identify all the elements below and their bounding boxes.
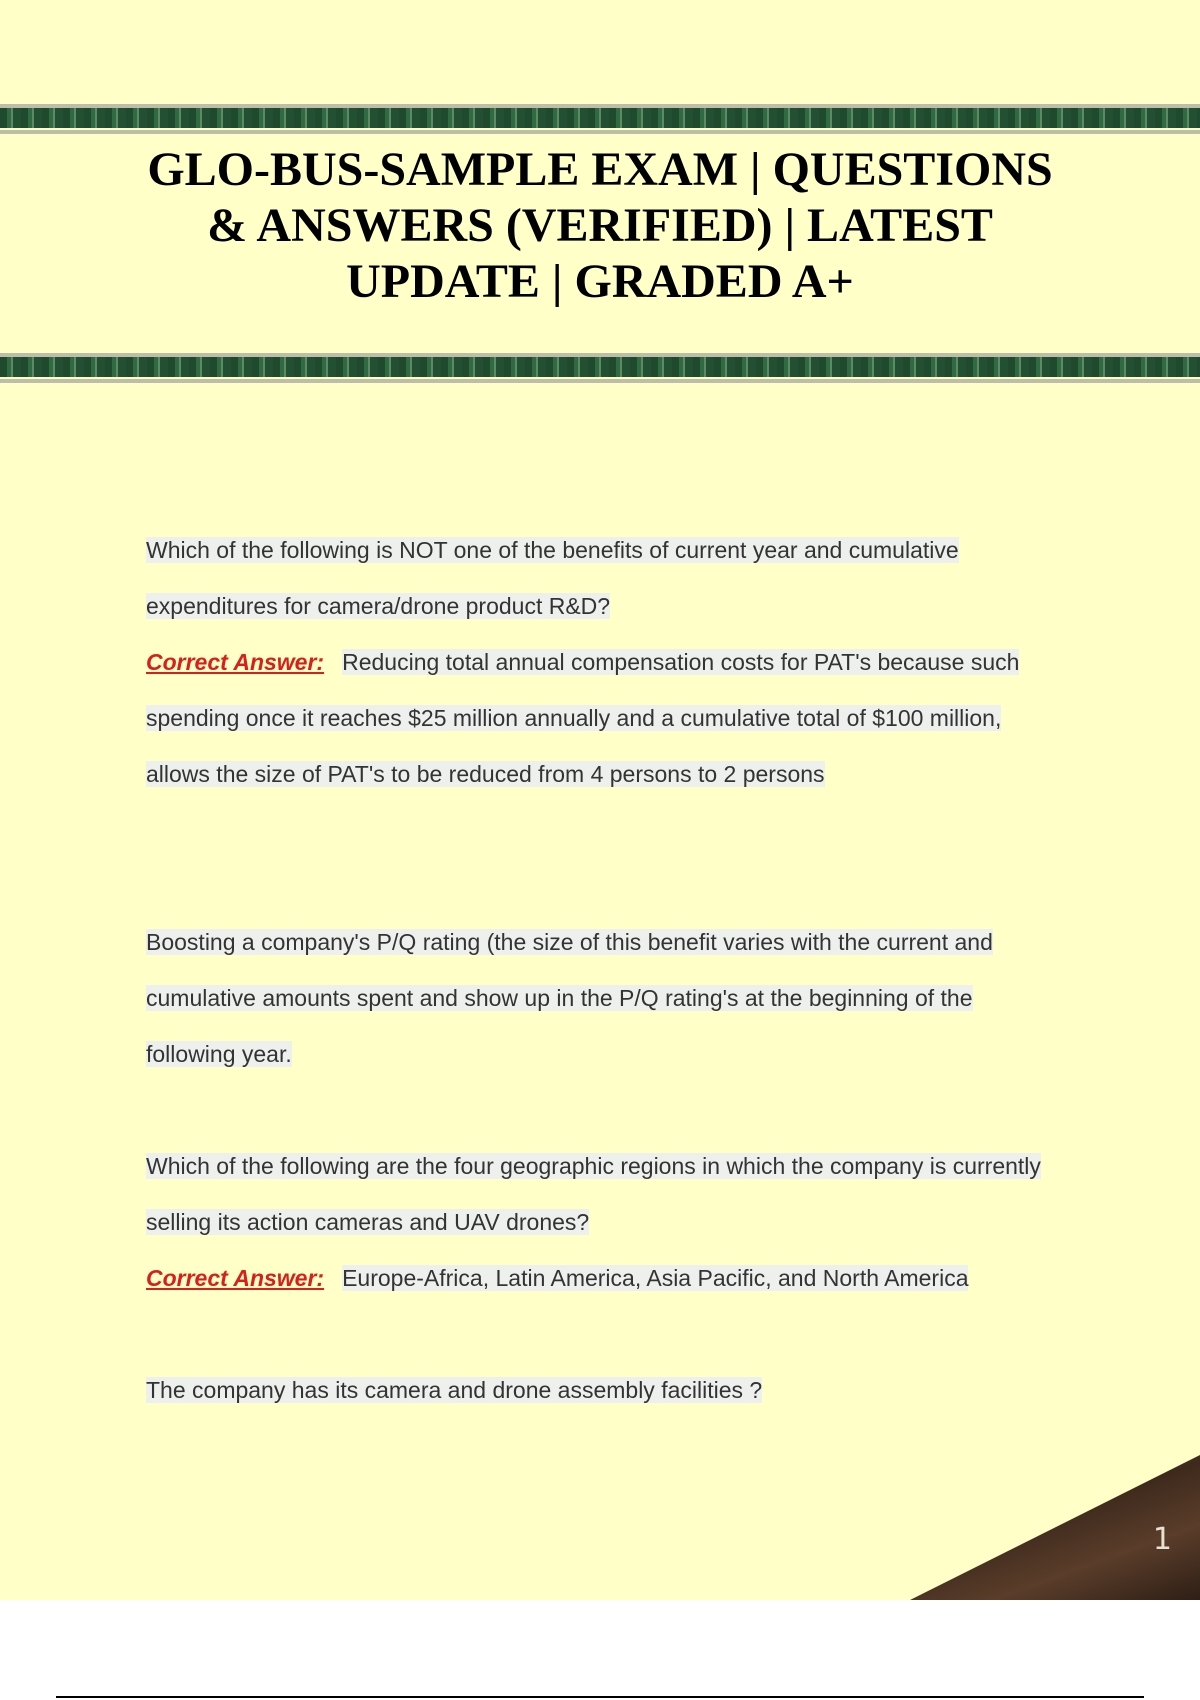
- question-line: expenditures for camera/drone product R&D?: [146, 593, 611, 619]
- answer-text: Reducing total annual compensation costs for PAT's because such: [342, 649, 1020, 675]
- answer-line: spending once it reaches $25 million annually and a cumulative total of $100 million,: [146, 705, 1002, 731]
- document-title: [100, 142, 1100, 310]
- question-line: Which of the following are the four geographic regions in which the company is currently: [146, 1153, 1041, 1179]
- header-rule-bottom: [0, 130, 1200, 134]
- question-line: selling its action cameras and UAV drones?: [146, 1209, 590, 1235]
- answer-text: Europe-Africa, Latin America, Asia Pacific, and North America: [342, 1265, 969, 1291]
- title-line: GLO-BUS-SAMPLE EXAM | QUESTIONS: [147, 143, 1053, 196]
- paragraph-line: Boosting a company's P/Q rating (the size of this benefit varies with the current and: [146, 929, 993, 955]
- answer-line: [146, 634, 1106, 690]
- title-line: & ANSWERS (VERIFIED) | LATEST: [207, 199, 993, 252]
- title-rule-bottom: [0, 379, 1200, 383]
- paragraph-line: following year.: [146, 1041, 292, 1067]
- correct-answer-label: Correct Answer:: [146, 649, 325, 675]
- document-body: [146, 522, 1106, 1418]
- title-decorative-band: [0, 357, 1200, 377]
- page-number: 1: [1152, 1522, 1172, 1557]
- answer-line: allows the size of PAT's to be reduced from 4 persons to 2 persons: [146, 761, 825, 787]
- header-decorative-band: [0, 108, 1200, 128]
- question-line: Which of the following is NOT one of the benefits of current year and cumulative: [146, 537, 959, 563]
- footer-rule: [56, 1696, 1144, 1698]
- question-line: The company has its camera and drone assembly facilities ?: [146, 1377, 763, 1403]
- answer-line: [146, 1250, 1106, 1306]
- correct-answer-label: Correct Answer:: [146, 1265, 325, 1291]
- title-line: UPDATE | GRADED A+: [346, 255, 854, 308]
- paragraph-line: cumulative amounts spent and show up in the P/Q rating's at the beginning of the: [146, 985, 973, 1011]
